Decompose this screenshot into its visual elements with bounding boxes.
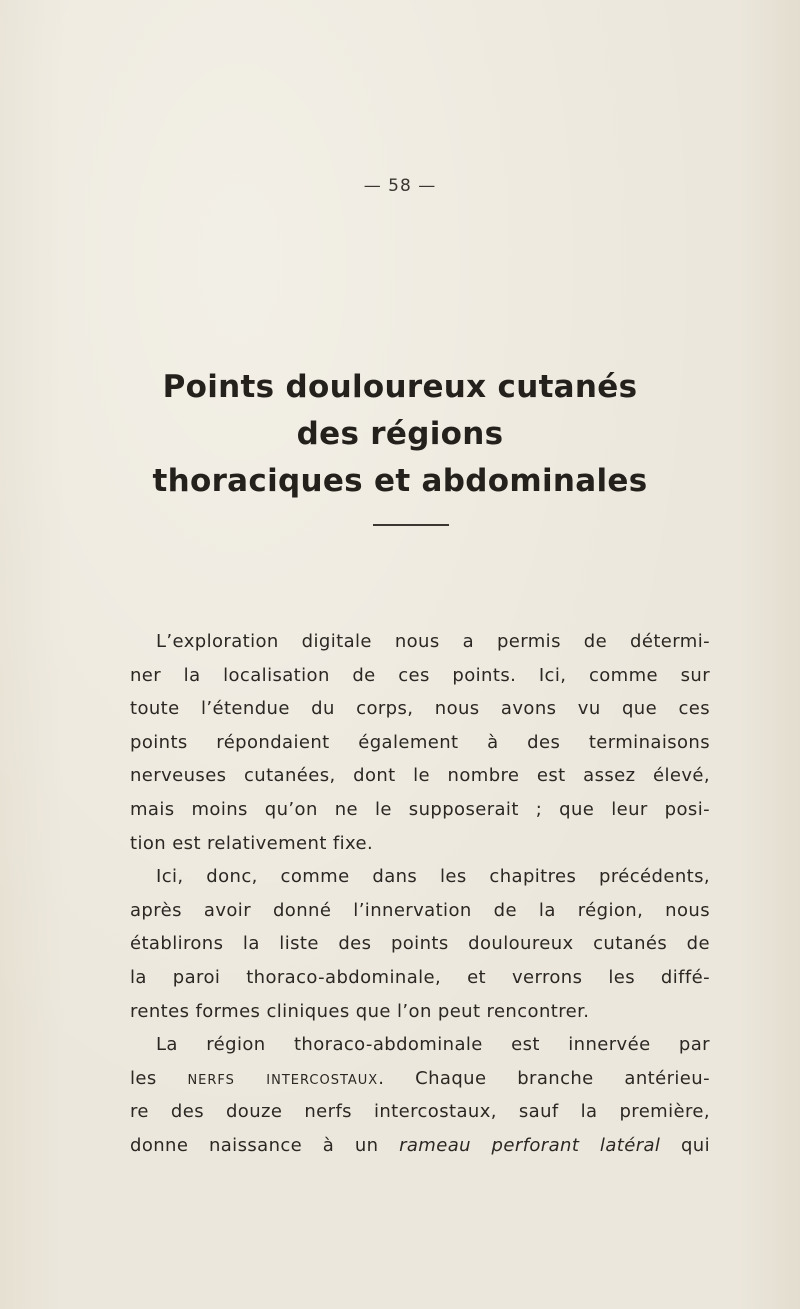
paragraph-3-line xyxy=(130,1062,710,1096)
paragraph-1-line: L’exploration digitale nous a permis de détermi- xyxy=(156,631,710,652)
paragraph-2-line: rentes formes cliniques que l’on peut rencontrer. xyxy=(130,1000,590,1022)
small-caps-term: nerfs intercostaux xyxy=(187,1067,379,1089)
body-text xyxy=(130,625,710,1163)
italic-term: rameau perforant latéral xyxy=(399,1134,661,1156)
chapter-title-line-2: des régions xyxy=(296,416,504,452)
text-run: les xyxy=(130,1067,188,1089)
paragraph-2-line: Ici, donc, comme dans les chapitres précédents, xyxy=(156,866,710,888)
paragraph-1-line: mais moins qu’on ne le supposerait ; que leur posi- xyxy=(130,798,710,820)
title-separator-rule xyxy=(373,524,449,526)
paragraph-1-line: nerveuses cutanées, dont le nombre est assez élevé, xyxy=(130,765,710,787)
paragraph-2-line: la paroi thoraco-abdominale, et verrons les diffé- xyxy=(130,966,710,988)
paragraph-1-line: tion est relativement fixe. xyxy=(130,832,374,854)
text-run: donne naissance à un xyxy=(130,1134,400,1156)
text-run: qui xyxy=(660,1134,710,1156)
paragraph-2-line: établirons la liste des points douloureux cutanés de xyxy=(130,933,710,955)
paragraph-1-line: toute l’étendue du corps, nous avons vu que ces xyxy=(130,698,710,720)
chapter-title-line-3: thoraciques et abdominales xyxy=(152,463,648,499)
paragraph-3-line xyxy=(130,1129,710,1163)
chapter-title xyxy=(0,364,800,505)
paragraph-2-line: après avoir donné l’innervation de la région, nous xyxy=(130,899,710,921)
chapter-title-line-1: Points douloureux cutanés xyxy=(162,369,638,405)
paragraph-1-line: ner la localisation de ces points. Ici, comme sur xyxy=(130,664,710,686)
page-number: — 58 — xyxy=(363,176,437,196)
text-run: . Chaque branche antérieu- xyxy=(378,1067,710,1089)
paragraph-3-line: La région thoraco-abdominale est innervée par xyxy=(156,1034,710,1056)
paragraph-3-line: re des douze nerfs intercostaux, sauf la première, xyxy=(130,1101,710,1123)
paragraph-1-line: points répondaient également à des terminaisons xyxy=(130,731,710,753)
